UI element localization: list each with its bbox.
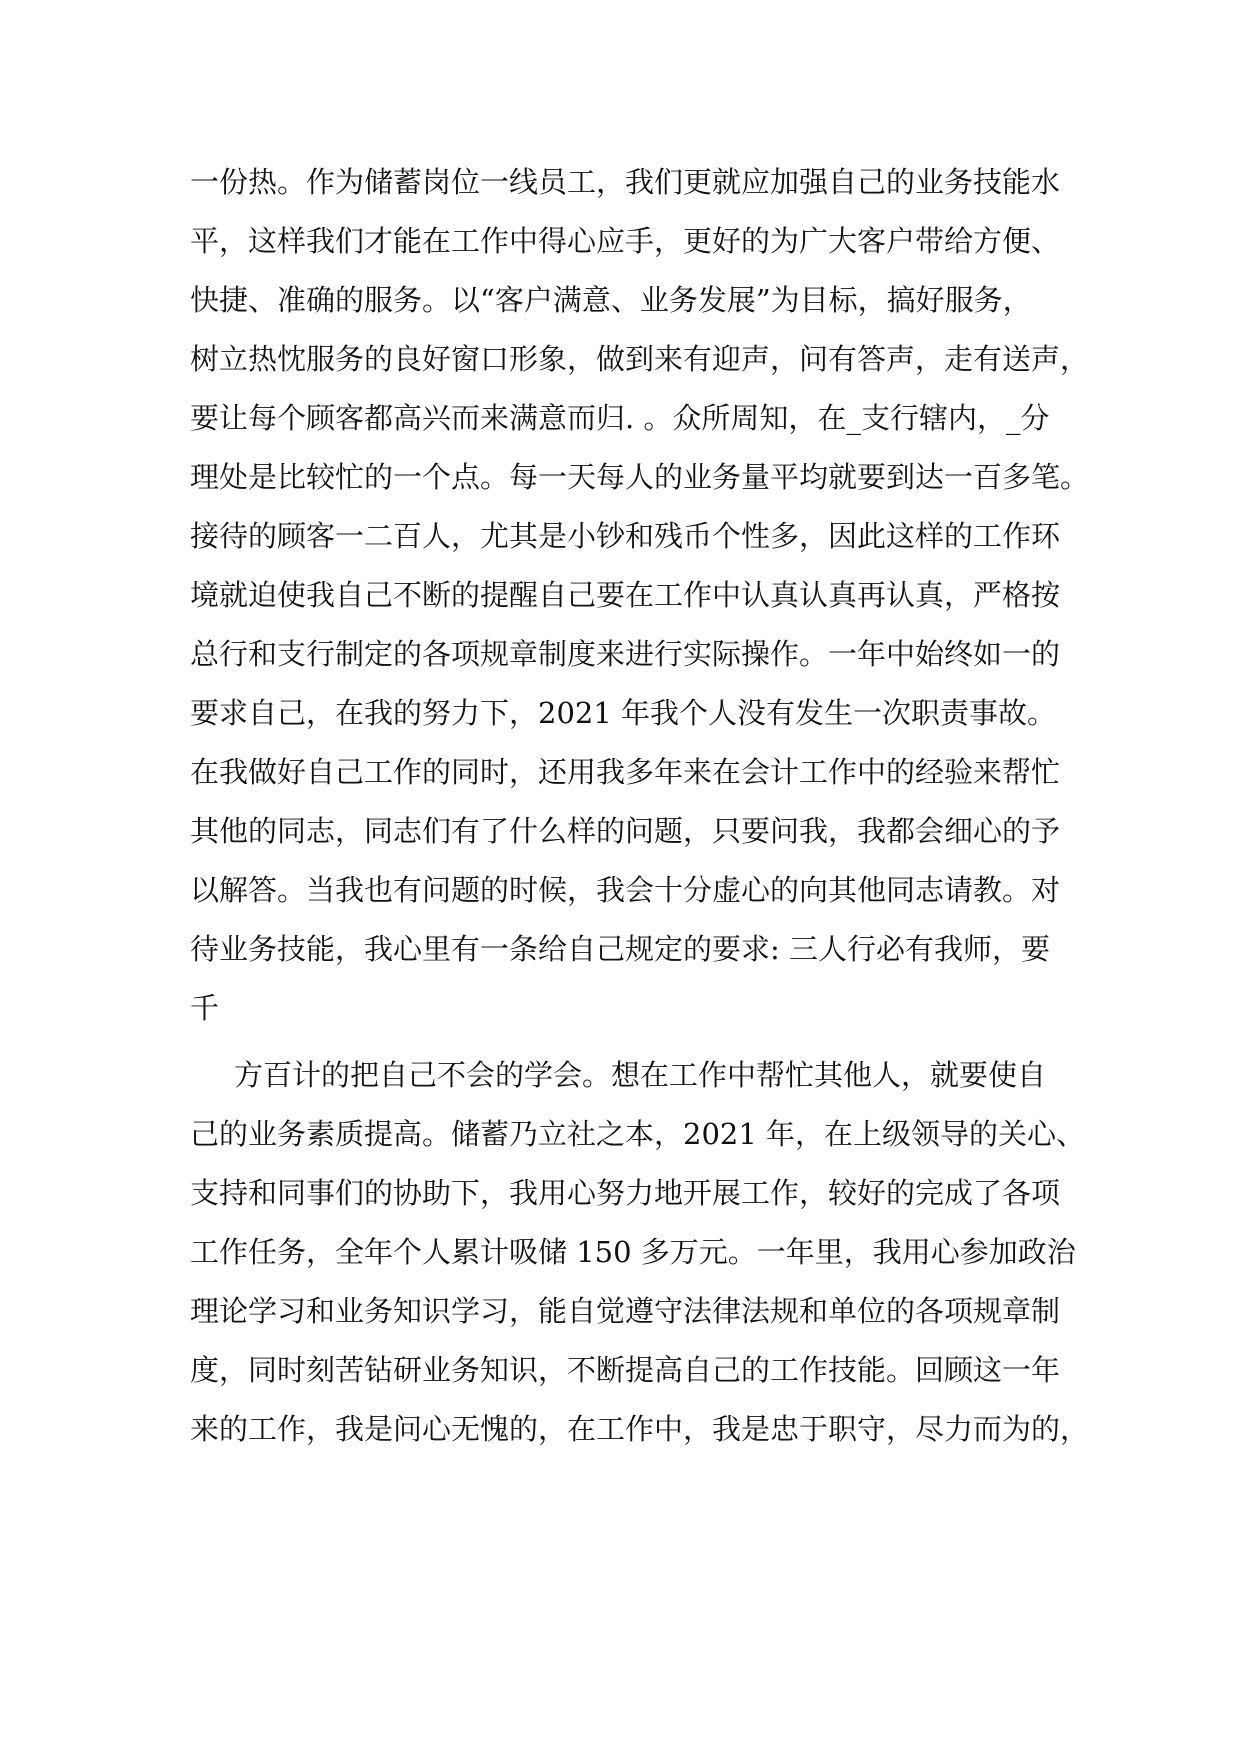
paragraph-1-line-3: 快捷、准确的服务。以“客户满意、业务发展”为目标，搞好服务， bbox=[190, 283, 1032, 317]
paragraph-1-line-2: 平，这样我们才能在工作中得心应手，更好的为广大客户带给方便、 bbox=[190, 224, 1061, 258]
paragraph-1-line-14: 待业务技能，我心里有一条给自己规定的要求: 三人行必有我师，要 bbox=[190, 932, 1050, 966]
paragraph-2-line-3: 支持和同事们的协助下，我用心努力地开展工作，较好的完成了各项 bbox=[190, 1176, 1061, 1210]
paragraph-2-line-1: 方百计的把自己不会的学会。想在工作中帮忙其他人，就要使自 bbox=[234, 1058, 1047, 1092]
paragraph-2-line-5: 理论学习和业务知识学习，能自觉遵守法律法规和单位的各项规章制 bbox=[190, 1294, 1061, 1328]
paragraph-1-line-6: 理处是比较忙的一个点。每一天每人的业务量平均就要到达一百多笔。 bbox=[190, 460, 1090, 494]
paragraph-2-line-7: 来的工作，我是问心无愧的，在工作中，我是忠于职守，尽力而为的， bbox=[190, 1412, 1090, 1446]
paragraph-1-line-10: 要求自己，在我的努力下，2021 年我个人没有发生一次职责事故。 bbox=[190, 696, 1057, 730]
paragraph-2-line-6: 度，同时刻苦钻研业务知识，不断提高自己的工作技能。回顾这一年 bbox=[190, 1353, 1061, 1387]
paragraph-1-line-8: 境就迫使我自己不断的提醒自己要在工作中认真认真再认真，严格按 bbox=[190, 578, 1061, 612]
paragraph-1-line-15: 千 bbox=[190, 991, 220, 1025]
paragraph-1-line-11: 在我做好自己工作的同时，还用我多年来在会计工作中的经验来帮忙 bbox=[190, 755, 1061, 789]
paragraph-1-line-13: 以解答。当我也有问题的时候，我会十分虚心的向其他同志请教。对 bbox=[190, 873, 1061, 907]
paragraph-1-line-5: 要让每个顾客都高兴而来满意而归. 。众所周知，在_支行辖内，_分 bbox=[190, 401, 1050, 435]
paragraph-2-line-4: 工作任务，全年个人累计吸储 150 多万元。一年里，我用心参加政治 bbox=[190, 1235, 1076, 1269]
paragraph-2-line-2: 己的业务素质提高。储蓄乃立社之本，2021 年，在上级领导的关心、 bbox=[190, 1117, 1086, 1151]
paragraph-1-line-7: 接待的顾客一二百人，尤其是小钞和残币个性多，因此这样的工作环 bbox=[190, 519, 1061, 553]
paragraph-1-line-9: 总行和支行制定的各项规章制度来进行实际操作。一年中始终如一的 bbox=[190, 637, 1061, 671]
paragraph-1-line-12: 其他的同志，同志们有了什么样的问题，只要问我，我都会细心的予 bbox=[190, 814, 1061, 848]
paragraph-1-line-4: 树立热忱服务的良好窗口形象，做到来有迎声，问有答声，走有送声， bbox=[190, 342, 1090, 376]
paragraph-1-line-1: 一份热。作为储蓄岗位一线员工，我们更就应加强自己的业务技能水 bbox=[190, 165, 1061, 199]
